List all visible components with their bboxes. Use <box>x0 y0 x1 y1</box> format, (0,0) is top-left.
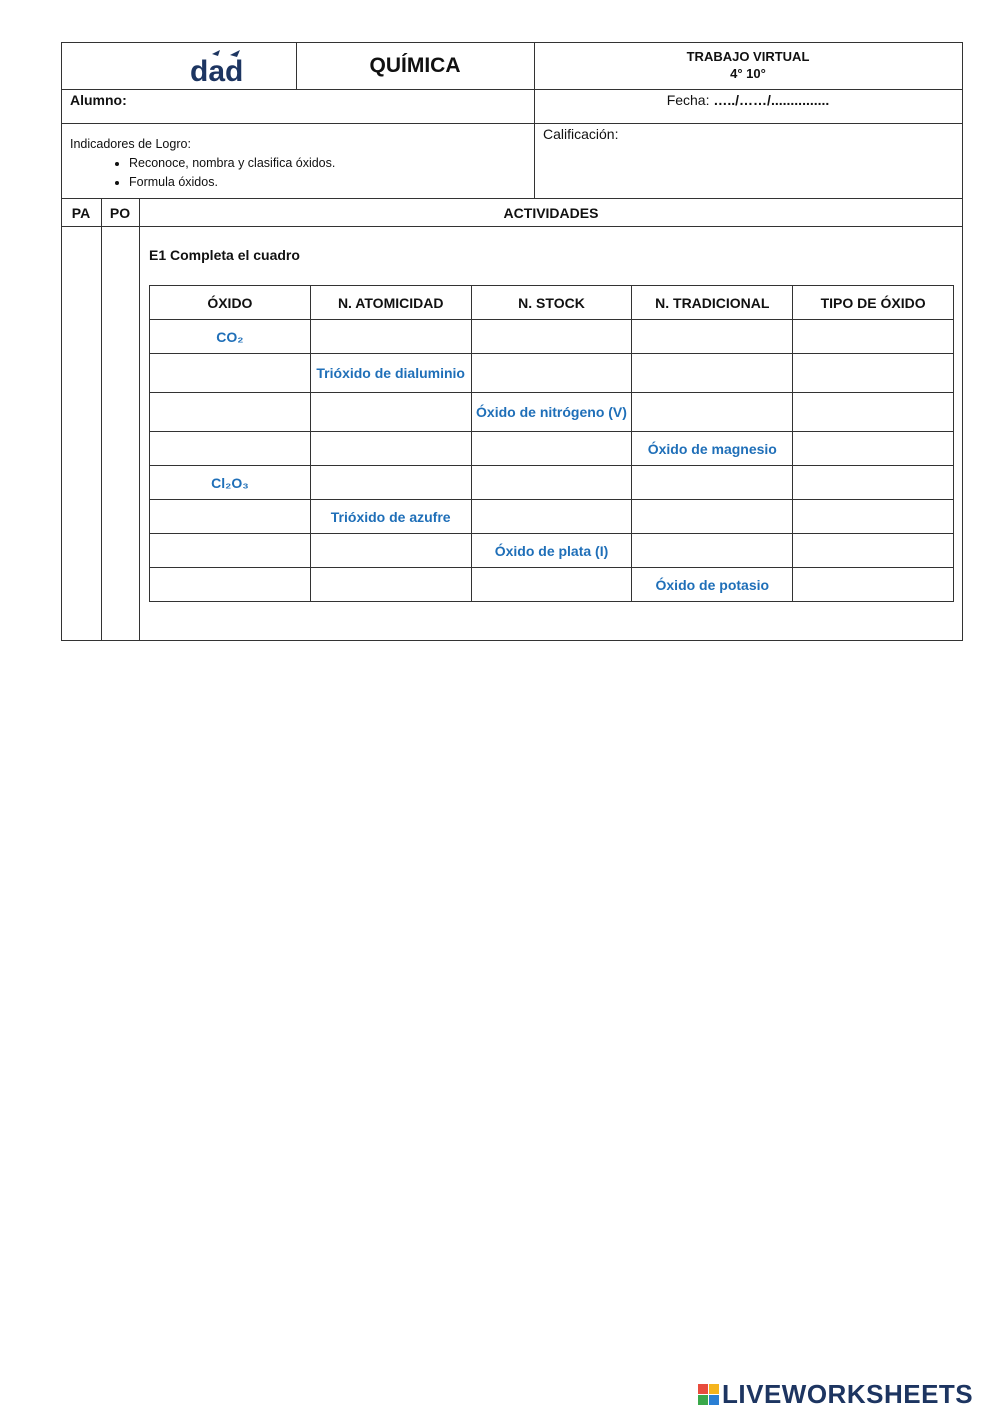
answer-cell[interactable] <box>793 354 954 393</box>
grade-level: 4° 10° <box>730 66 766 81</box>
cell-oxide: CO₂ <box>150 320 311 354</box>
logo-text: dad <box>190 55 244 84</box>
rule-header-bottom <box>61 89 963 90</box>
rule-po-right <box>139 198 140 641</box>
answer-cell[interactable] <box>632 354 793 393</box>
brand-blocks-icon <box>698 1384 719 1405</box>
table-row <box>150 466 954 500</box>
date-label: Fecha: <box>666 92 710 108</box>
answer-cell[interactable] <box>150 354 311 393</box>
cell-traditional: Óxido de magnesio <box>632 432 793 466</box>
answer-cell[interactable] <box>310 432 471 466</box>
answer-cell[interactable] <box>471 354 632 393</box>
indicator-item: • Formula óxidos. <box>129 173 335 192</box>
table-row <box>150 320 954 354</box>
answer-cell[interactable] <box>632 500 793 534</box>
table-row <box>150 568 954 602</box>
answer-cell[interactable] <box>793 500 954 534</box>
cell-atomicity: Trióxido de dialuminio <box>310 354 471 393</box>
header-traditional: N. TRADICIONAL <box>632 286 793 320</box>
date-field <box>534 92 962 108</box>
column-activities: ACTIVIDADES <box>503 204 599 221</box>
indicator-item: • Reconoce, nombra y clasifica óxidos. <box>129 154 335 173</box>
cell-stock: Óxido de plata (I) <box>471 534 632 568</box>
answer-cell[interactable] <box>150 568 311 602</box>
answer-cell[interactable] <box>310 466 471 500</box>
table-row <box>150 432 954 466</box>
date-placeholder: …../……/............... <box>713 92 830 108</box>
cell-oxide: Cl₂O₃ <box>150 466 311 500</box>
answer-cell[interactable] <box>150 500 311 534</box>
header-oxide-type: TIPO DE ÓXIDO <box>793 286 954 320</box>
answer-cell[interactable] <box>310 393 471 432</box>
subject-title: QUÍMICA <box>369 53 461 77</box>
rule-pa-right <box>101 198 102 641</box>
indicators-list <box>70 154 335 192</box>
indicators-title: Indicadores de Logro: <box>70 137 191 151</box>
achievement-indicators <box>70 135 335 192</box>
answer-cell[interactable] <box>632 466 793 500</box>
answer-cell[interactable] <box>793 432 954 466</box>
answer-cell[interactable] <box>632 393 793 432</box>
answer-cell[interactable] <box>150 393 311 432</box>
answer-cell[interactable] <box>471 466 632 500</box>
header-oxide: ÓXIDO <box>150 286 311 320</box>
answer-cell[interactable] <box>150 432 311 466</box>
answer-cell[interactable] <box>793 534 954 568</box>
school-logo <box>190 50 244 84</box>
cell-atomicity: Trióxido de azufre <box>310 500 471 534</box>
table-row <box>150 354 954 393</box>
grade-label: Calificación: <box>543 126 619 142</box>
answer-cell[interactable] <box>310 568 471 602</box>
work-type-block <box>534 48 962 82</box>
table-row <box>150 534 954 568</box>
header-stock: N. STOCK <box>471 286 632 320</box>
answer-cell[interactable] <box>793 393 954 432</box>
answer-cell[interactable] <box>471 568 632 602</box>
answer-cell[interactable] <box>793 568 954 602</box>
table-header-row <box>150 286 954 320</box>
column-po: PO <box>109 204 131 221</box>
header-atomicity: N. ATOMICIDAD <box>310 286 471 320</box>
answer-cell[interactable] <box>471 320 632 354</box>
cell-traditional: Óxido de potasio <box>632 568 793 602</box>
table-row <box>150 500 954 534</box>
answer-cell[interactable] <box>632 534 793 568</box>
answer-cell[interactable] <box>793 320 954 354</box>
answer-cell[interactable] <box>471 432 632 466</box>
answer-cell[interactable] <box>471 500 632 534</box>
table-row <box>150 393 954 432</box>
work-type: TRABAJO VIRTUAL <box>686 49 810 64</box>
liveworksheets-brand <box>698 1379 973 1410</box>
answer-cell[interactable] <box>150 534 311 568</box>
rule-columns-bottom <box>61 226 963 227</box>
cell-stock: Óxido de nitrógeno (V) <box>471 393 632 432</box>
brand-text: LIVEWORKSHEETS <box>722 1379 974 1409</box>
exercise-title: E1 Completa el cuadro <box>149 247 300 263</box>
answer-cell[interactable] <box>632 320 793 354</box>
answer-cell[interactable] <box>310 320 471 354</box>
oxides-table <box>149 285 954 602</box>
answer-cell[interactable] <box>793 466 954 500</box>
column-pa: PA <box>71 204 91 221</box>
rule-student-bottom <box>61 123 963 124</box>
student-label: Alumno: <box>70 92 127 108</box>
answer-cell[interactable] <box>310 534 471 568</box>
